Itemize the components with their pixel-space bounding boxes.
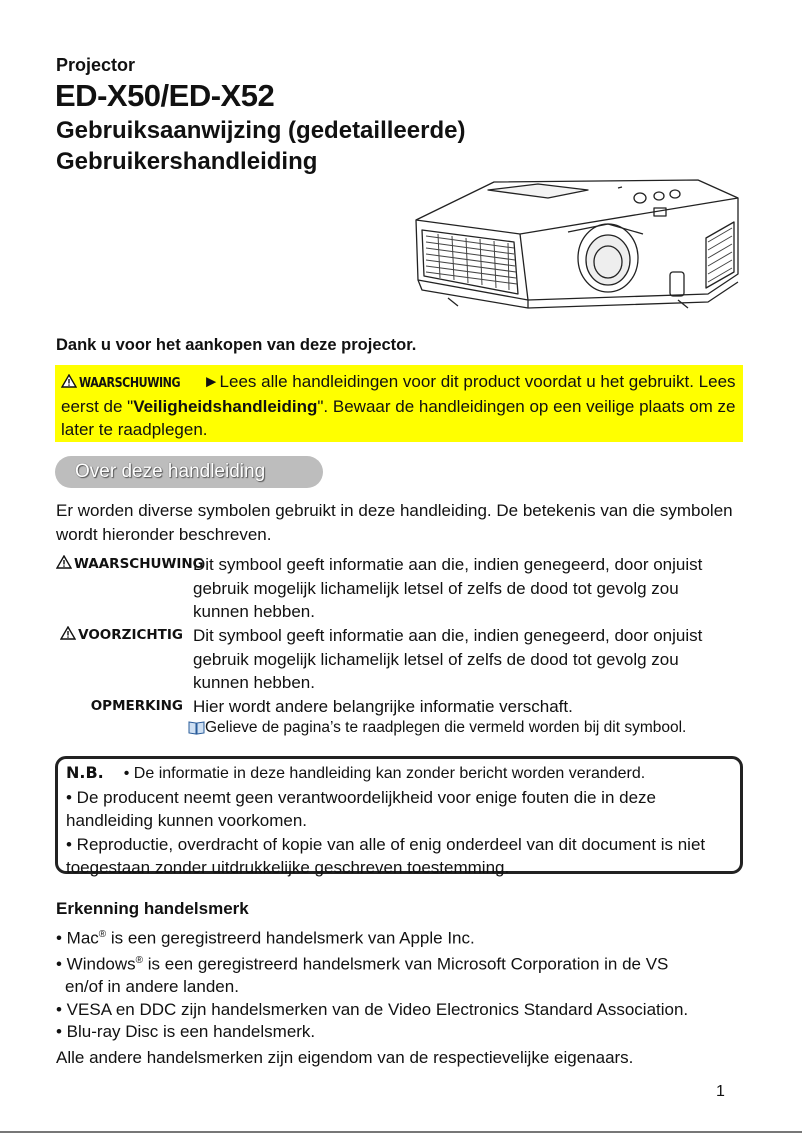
symbol-label: OPMERKING (90, 698, 183, 714)
thank-you-line: Dank u voor het aankopen van deze projector. (56, 336, 417, 354)
book-reference-icon (188, 719, 205, 735)
section-heading: Over deze handleiding (55, 456, 323, 488)
symbol-description: Dit symbool geeft informatie aan die, indien genegeerd, door onjuist gebruik mogelijk lichamelijk letsel of zelfs de dood tot gevolg zou kunnen hebben. (193, 555, 703, 621)
model-title: ED-X50/ED-X52 (55, 78, 275, 113)
manual-title-line1: Gebruiksaanwijzing (gedetailleerde) (56, 117, 466, 144)
nb-item: • De producent neemt geen verantwoordelijkheid voor enige fouten die in deze handleiding kunnen voorkomen. (66, 787, 657, 830)
warning-label: WAARSCHUWING (79, 376, 181, 391)
trademark-mac: • Mac (56, 928, 99, 948)
nb-item: • Reproductie, overdracht of kopie van alle of enig onderdeel van dit document is niet toegestaan zonder uitdrukkelijke geschreven toestemming. (66, 834, 706, 877)
trademark-item (56, 924, 756, 950)
registered-mark: ® (98, 929, 107, 940)
trademark-mac-text: is een geregistreerd handelsmerk van Apple Inc. (106, 928, 475, 948)
trademark-list (56, 924, 756, 1069)
warning-text-2: ". Bewaar de handleidingen op een veilige plaats om ze later te raadplegen. (61, 397, 736, 439)
warning-text-1: Lees alle handleidingen voor dit product voordat u het gebruikt. Lees eerst de " (61, 372, 736, 416)
trademark-windows-text: is een geregistreerd handelsmerk van Microsoft Corporation in de VS (143, 954, 669, 974)
manual-title-line2: Gebruikershandleiding (56, 148, 318, 175)
warning-box (55, 365, 743, 442)
projector-illustration (408, 176, 748, 332)
trademark-item: • VESA en DDC zijn handelsmerken van de Video Electronics Standard Association. (56, 999, 689, 1019)
document-kicker: Projector (56, 55, 136, 75)
symbol-description: Hier wordt andere belangrijke informatie verschaft. (193, 697, 573, 716)
reference-text: Gelieve de pagina’s te raadplegen die vermeld worden bij dit symbool. (205, 719, 687, 736)
nb-item: • De informatie in deze handleiding kan zonder bericht worden veranderd. (123, 765, 646, 782)
trademark-item: • Blu-ray Disc is een handelsmerk. (56, 1022, 316, 1042)
registered-mark: ® (135, 955, 144, 967)
symbol-row-warning (56, 553, 756, 623)
warning-triangle-icon (56, 555, 72, 569)
nb-box (55, 756, 743, 877)
trademark-item-continuation: en/of in andere landen. (65, 977, 239, 997)
page-number: 1 (716, 1083, 725, 1100)
trademark-item (56, 950, 756, 976)
symbol-label: WAARSCHUWING (74, 556, 204, 572)
safety-guide-reference: Veiligheidshandleiding (133, 397, 318, 416)
symbol-row-note (56, 695, 756, 719)
section-intro: Er worden diverse symbolen gebruikt in deze handleiding. De betekenis van die symbolen wordt hieronder beschreven. (56, 501, 733, 544)
page-reference-note (188, 719, 686, 737)
trademark-closing: Alle andere handelsmerken zijn eigendom van de respectievelijke eigenaars. (56, 1047, 634, 1067)
symbol-row-caution (56, 624, 756, 694)
warning-arrow: ► (202, 372, 220, 391)
warning-triangle-icon (61, 374, 77, 388)
symbol-description: Dit symbool geeft informatie aan die, indien genegeerd, door onjuist gebruik mogelijk lichamelijk letsel of zelfs de dood tot gevolg zou kunnen hebben. (193, 626, 703, 692)
caution-triangle-icon (60, 626, 76, 640)
nb-label: N.B. (66, 763, 104, 782)
trademark-heading: Erkenning handelsmerk (56, 899, 249, 918)
trademark-windows: • Windows (56, 954, 136, 974)
symbol-label: VOORZICHTIG (78, 627, 183, 643)
